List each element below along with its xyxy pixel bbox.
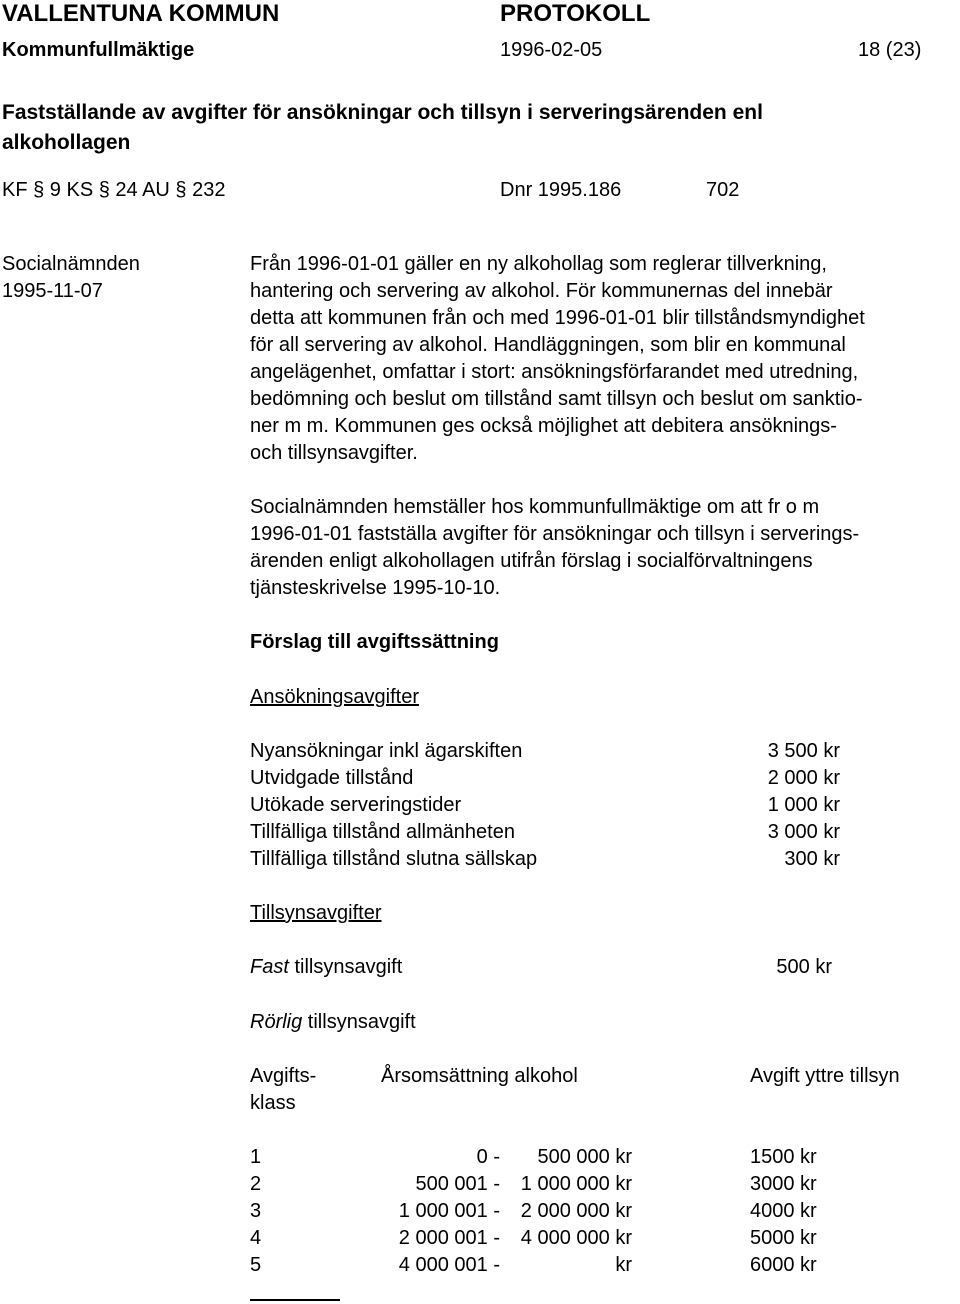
meeting-body: Kommunfullmäktige [2, 39, 195, 61]
table-row-from: 500 001 - [415, 1173, 500, 1195]
col-header-class-1: Avgifts- [250, 1065, 317, 1087]
side-date: 1995-11-07 [2, 280, 103, 302]
table-row-to: 4 000 000 kr [520, 1227, 632, 1249]
footer-rule [250, 1299, 340, 1301]
para2-line: ärenden enligt alkohollagen utifrån förslag i socialförvaltningens [250, 550, 813, 572]
table-row-fee: 1500 kr [750, 1146, 817, 1168]
variable-fee-label [250, 1009, 416, 1036]
table-row-to: kr [615, 1254, 632, 1276]
fixed-fee-emphasis: Fast [250, 956, 289, 978]
para1-line: Från 1996-01-01 gäller en ny alkohollag som reglerar tillverkning, [250, 253, 827, 275]
supervision-fees-heading: Tillsynsavgifter [250, 902, 382, 924]
table-row-fee: 5000 kr [750, 1227, 817, 1249]
fee-item-label: Utökade serveringstider [250, 794, 462, 816]
fixed-fee-amount: 500 kr [776, 956, 832, 978]
para2-line: Socialnämnden hemställer hos kommunfullmäktige om att fr o m [250, 496, 820, 518]
application-fees-heading: Ansökningsavgifter [250, 686, 419, 708]
variable-fee-emphasis: Rörlig [250, 1011, 303, 1033]
table-row-from: 1 000 001 - [398, 1200, 500, 1222]
org-name: VALLENTUNA KOMMUN [2, 0, 280, 27]
fee-item-amount: 3 500 kr [767, 740, 840, 762]
fee-item-label: Tillfälliga tillstånd slutna sällskap [250, 848, 538, 870]
table-row-to: 500 000 kr [537, 1146, 632, 1168]
table-row-fee: 4000 kr [750, 1200, 817, 1222]
fee-item-amount: 1 000 kr [767, 794, 840, 816]
table-row-class: 4 [250, 1227, 262, 1249]
para1-line: bedömning och beslut om tillstånd samt tillsyn och beslut om sanktio- [250, 388, 863, 410]
side-label: Socialnämnden [2, 253, 140, 275]
page-number: 18 (23) [858, 39, 922, 61]
fee-item-label: Utvidgade tillstånd [250, 767, 414, 789]
para1-line: angelägenhet, omfattar i stort: ansökningsförfarandet med utredning, [250, 361, 859, 383]
table-row-class: 3 [250, 1200, 262, 1222]
table-row-class: 5 [250, 1254, 262, 1276]
para1-line: detta att kommunen från och med 1996-01-01 blir tillståndsmyndighet [250, 307, 865, 329]
col-header-turnover: Årsomsättning alkohol [381, 1065, 578, 1087]
fee-item-amount: 3 000 kr [767, 821, 840, 843]
fee-item-amount: 2 000 kr [767, 767, 840, 789]
table-row-from: 2 000 001 - [398, 1227, 500, 1249]
fixed-fee-label-rest: tillsynsavgift [288, 956, 403, 978]
table-row-class: 2 [250, 1173, 262, 1195]
table-row-fee: 6000 kr [750, 1254, 817, 1276]
page-title-line-2: alkohollagen [2, 131, 131, 154]
para1-line: och tillsynsavgifter. [250, 442, 418, 464]
fee-item-label: Nyansökningar inkl ägarskiften [250, 740, 523, 762]
fee-item-amount: 300 kr [784, 848, 840, 870]
table-row-fee: 3000 kr [750, 1173, 817, 1195]
para1-line: hantering och servering av alkohol. För kommunernas del innebär [250, 280, 833, 302]
paragraph-references: KF § 9 KS § 24 AU § 232 [2, 179, 226, 201]
table-row-from: 4 000 001 - [398, 1254, 500, 1276]
diary-number: Dnr 1995.186 [500, 179, 622, 201]
para2-line: 1996-01-01 fastställa avgifter för ansökningar och tillsyn i serverings- [250, 523, 860, 545]
archive-code: 702 [706, 179, 740, 201]
table-row-class: 1 [250, 1146, 262, 1168]
para2-line: tjänsteskrivelse 1995-10-10. [250, 577, 501, 599]
fee-item-label: Tillfälliga tillstånd allmänheten [250, 821, 515, 843]
col-header-fee: Avgift yttre tillsyn [750, 1065, 900, 1087]
fixed-fee-label [250, 954, 402, 981]
table-row-to: 2 000 000 kr [520, 1200, 632, 1222]
col-header-class-2: klass [250, 1092, 296, 1114]
doc-type: PROTOKOLL [500, 0, 651, 27]
table-row-to: 1 000 000 kr [520, 1173, 632, 1195]
para1-line: för all servering av alkohol. Handläggningen, som blir en kommunal [250, 334, 846, 356]
variable-fee-label-rest: tillsynsavgift [302, 1011, 416, 1033]
proposal-heading: Förslag till avgiftssättning [250, 631, 499, 653]
page-title-line-1: Fastställande av avgifter för ansökningar och tillsyn i serveringsärenden enl [2, 101, 763, 124]
meeting-date: 1996-02-05 [500, 39, 603, 61]
para1-line: ner m m. Kommunen ges också möjlighet att debitera ansöknings- [250, 415, 837, 437]
table-row-from: 0 - [476, 1146, 500, 1168]
